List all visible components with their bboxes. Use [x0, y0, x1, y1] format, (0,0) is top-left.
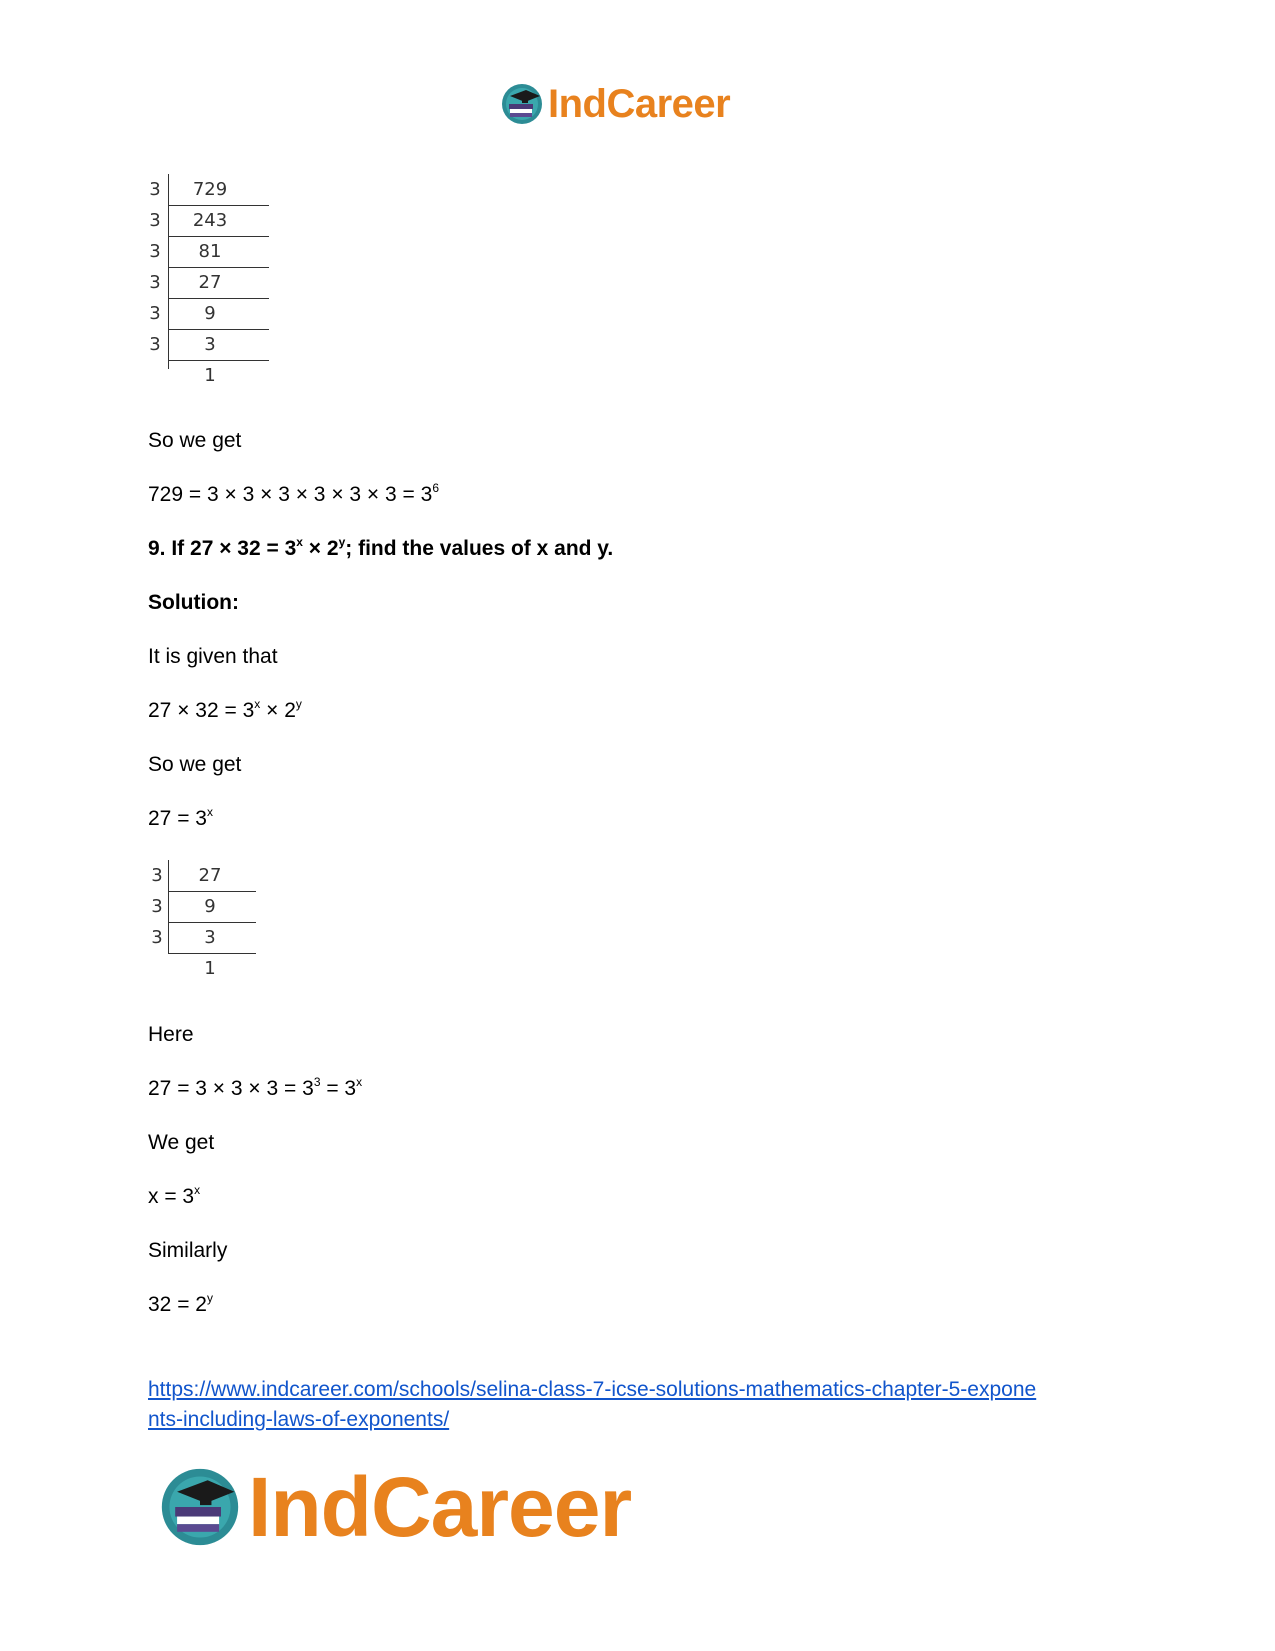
dividend: 27 [198, 865, 222, 886]
source-link-line-1[interactable]: https://www.indcareer.com/schools/selina-class-7-icse-solutions-mathematics-chapter-5-expone [148, 1378, 1037, 1401]
text-we-get: We get [148, 1131, 215, 1154]
divisor: 3 [151, 927, 163, 948]
divisor: 3 [149, 334, 161, 355]
dividend: 729 [192, 179, 228, 200]
divisor: 3 [151, 896, 163, 917]
solution-heading: Solution: [148, 591, 239, 614]
divisor: 3 [149, 179, 161, 200]
prime-division-table-729 [148, 174, 273, 399]
dividend: 9 [204, 896, 216, 917]
dividend: 3 [204, 334, 216, 355]
equation-32: $32 = 2^y$ [148, 1291, 213, 1316]
header-logo-text: IndCareer [548, 81, 731, 126]
text-so-we-get-2: So we get [148, 753, 242, 776]
dividend: 81 [198, 241, 222, 262]
divisor: 3 [149, 210, 161, 231]
source-link-line-2[interactable]: nts-including-laws-of-exponents/ [148, 1408, 450, 1431]
text-given: It is given that [148, 645, 278, 668]
question-9: 9. If $27 \times 32 = 3^x \times 2^y$; find the values of x and y. [148, 535, 614, 560]
divisor: 3 [149, 241, 161, 262]
divisor: 3 [149, 272, 161, 293]
equation-729: $729 = 3 \times 3 \times 3 \times 3 \times 3 \times 3 = 3^6$ [148, 481, 440, 506]
text-here: Here [148, 1023, 194, 1046]
equation-27: $27 = 3^x$ [148, 805, 213, 830]
divisor: 3 [151, 865, 163, 886]
indcareer-emblem-icon [500, 82, 544, 126]
indcareer-emblem-icon [158, 1465, 242, 1549]
dividend: 9 [204, 303, 216, 324]
dividend: 243 [192, 210, 228, 231]
dividend: 3 [204, 927, 216, 948]
text-so-we-get: So we get [148, 429, 242, 452]
source-link[interactable] [148, 1375, 1148, 1435]
footer-logo [158, 1459, 632, 1554]
divisor: 3 [149, 303, 161, 324]
remainder: 1 [204, 958, 216, 979]
prime-division-table-27 [150, 860, 260, 990]
equation-given: $27 \times 32 = 3^x \times 2^y$ [148, 697, 302, 722]
dividend: 27 [198, 272, 222, 293]
remainder: 1 [204, 365, 216, 386]
text-similarly: Similarly [148, 1239, 228, 1262]
equation-x: $x = 3^x$ [148, 1183, 201, 1208]
footer-logo-text: IndCareer [248, 1459, 632, 1554]
equation-27-expanded: $27 = 3 \times 3 \times 3 = 3^3 = 3^x$ [148, 1075, 363, 1100]
header-logo [500, 80, 730, 128]
exponent: 6 [432, 481, 440, 495]
